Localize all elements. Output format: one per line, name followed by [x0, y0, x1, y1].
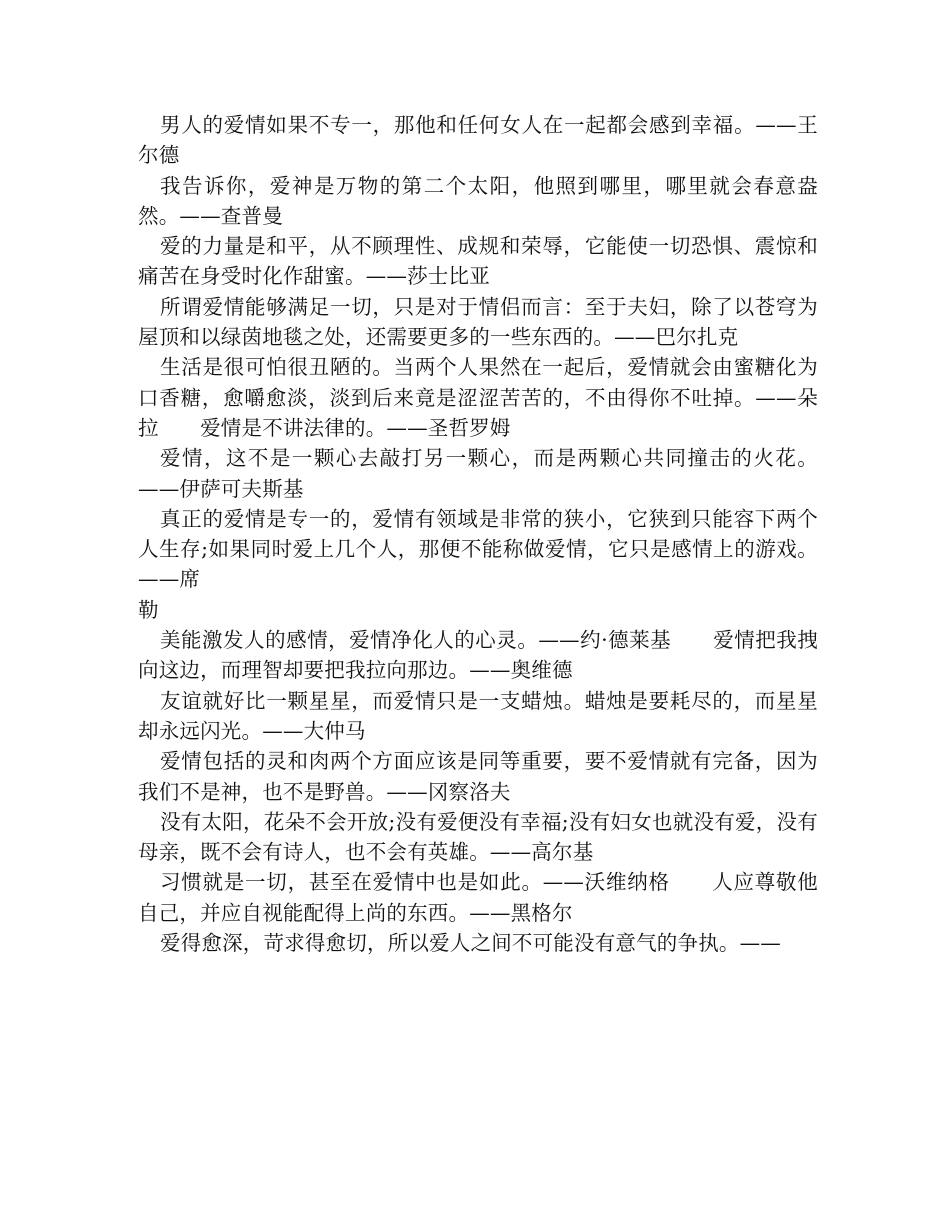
quote-paragraph: 所谓爱情能够满足一切，只是对于情侣而言：至于夫妇，除了以苍穹为屋顶和以绿茵地毯之处，还需要更多的一些东西的。——巴尔扎克 — [138, 294, 818, 350]
quote-paragraph: 真正的爱情是专一的，爱情有领域是非常的狭小，它狭到只能容下两个人生存;如果同时爱上几个人，那便不能称做爱情，它只是感情上的游戏。——席 — [138, 506, 818, 592]
quote-paragraph: 习惯就是一切，甚至在爱情中也是如此。——沃维纳格 人应尊敬他自己，并应自视能配得上尚的东西。——黑格尔 — [138, 870, 818, 925]
quote-paragraph: 生活是很可怕很丑陋的。当两个人果然在一起后，爱情就会由蜜糖化为口香糖，愈嚼愈淡，淡到后来竟是涩涩苦苦的，不由得你不吐掉。——朵拉 爱情是不讲法律的。——圣哲罗姆 — [138, 355, 818, 440]
quote-paragraph-continuation: 勒 — [138, 597, 159, 622]
document-body — [138, 110, 818, 958]
quote-paragraph: 我告诉你，爱神是万物的第二个太阳，他照到哪里，哪里就会春意盎然。——查普曼 — [138, 173, 818, 228]
quote-paragraph: 爱得愈深，苛求得愈切，所以爱人之间不可能没有意气的争执。—— — [160, 931, 781, 956]
quote-paragraph: 男人的爱情如果不专一，那他和任何女人在一起都会感到幸福。——王尔德 — [138, 113, 818, 168]
quote-paragraph: 友谊就好比一颗星星，而爱情只是一支蜡烛。蜡烛是要耗尽的，而星星却永远闪光。——大仲马 — [138, 688, 818, 743]
quote-paragraph: 爱情包括的灵和肉两个方面应该是同等重要，要不爱情就有完备，因为我们不是神，也不是野兽。——冈察洛夫 — [138, 749, 818, 804]
quote-paragraph: 没有太阳，花朵不会开放;没有爱便没有幸福;没有妇女也就没有爱，没有母亲，既不会有诗人，也不会有英雄。——高尔基 — [138, 809, 818, 865]
quote-paragraph: 爱情，这不是一颗心去敲打另一颗心，而是两颗心共同撞击的火花。——伊萨可夫斯基 — [138, 446, 818, 501]
quote-paragraph: 美能激发人的感情，爱情净化人的心灵。——约·德莱基 爱情把我拽向这边，而理智却要把我拉向那边。——奥维德 — [138, 628, 818, 683]
quote-paragraph: 爱的力量是和平，从不顾理性、成规和荣辱，它能使一切恐惧、震惊和痛苦在身受时化作甜蜜。——莎士比亚 — [138, 234, 818, 289]
